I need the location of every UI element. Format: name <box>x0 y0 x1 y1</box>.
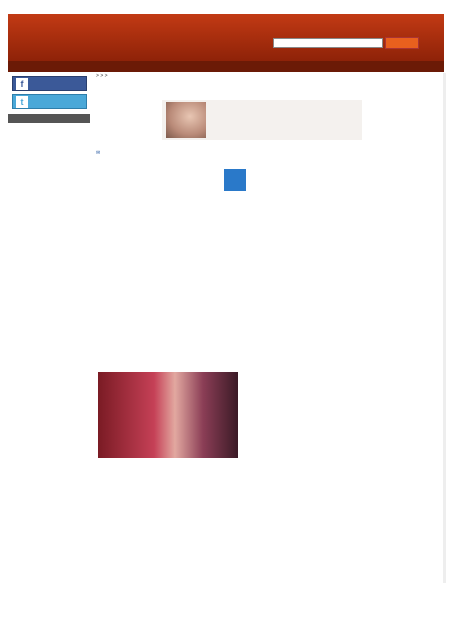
main-nav <box>8 61 444 72</box>
comment-count[interactable] <box>96 150 100 156</box>
video-caption[interactable] <box>98 458 238 476</box>
hope-church-ad[interactable] <box>98 161 248 251</box>
twitter-icon: t <box>16 96 28 108</box>
comment-icon: ✉ <box>96 150 101 156</box>
video-thumbnail <box>98 372 238 458</box>
twitter-button[interactable] <box>12 94 87 109</box>
sidebar <box>8 74 90 123</box>
site-header <box>8 14 444 61</box>
ad-image <box>166 102 206 138</box>
chevron-right-icon[interactable] <box>224 169 246 191</box>
search-input[interactable] <box>273 38 383 48</box>
scrollbar[interactable] <box>443 73 446 583</box>
facebook-icon: f <box>16 78 28 90</box>
video-ad[interactable] <box>98 372 238 476</box>
article-main <box>96 73 444 156</box>
top-ad-banner[interactable] <box>162 100 362 140</box>
facebook-button[interactable] <box>12 76 87 91</box>
search-button[interactable] <box>385 37 419 49</box>
breadcrumb: > > > <box>96 73 108 79</box>
categories-title <box>8 114 90 123</box>
